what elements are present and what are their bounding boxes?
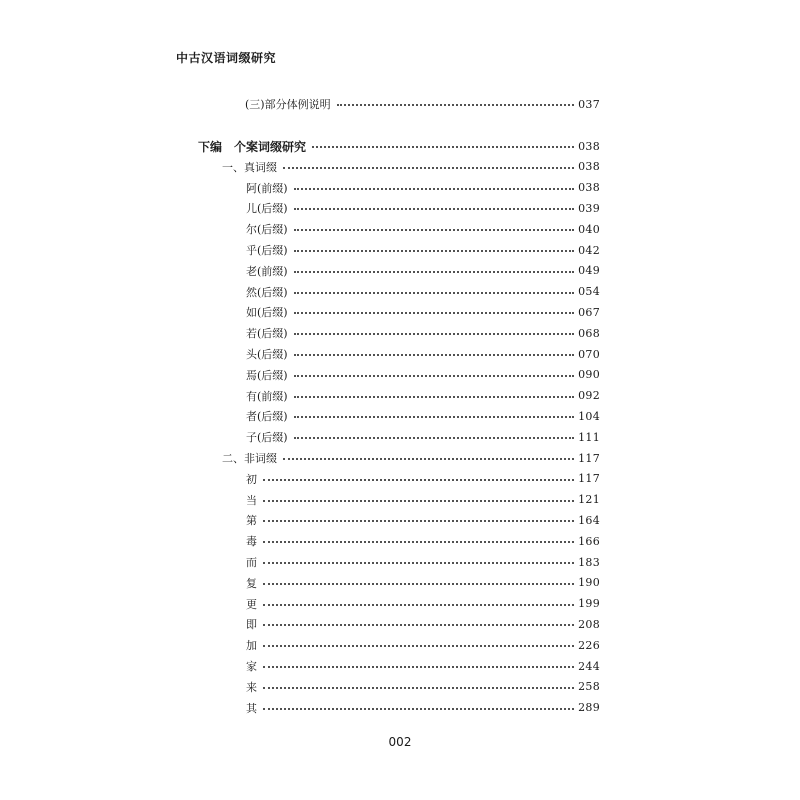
dot-leader: [337, 104, 575, 106]
toc-page-number: 166: [578, 534, 600, 548]
dot-leader: [294, 271, 575, 273]
toc-entry-label: 二、非词缀: [222, 452, 277, 465]
toc-row: [246, 469, 600, 489]
toc-page-number: 049: [578, 264, 600, 278]
toc-entry-label: 更: [246, 597, 257, 611]
toc-row: [246, 261, 600, 281]
toc-row: [246, 344, 600, 364]
dot-leader: [294, 333, 575, 335]
toc-page-number: 090: [578, 368, 600, 382]
toc-page-number: 199: [578, 597, 600, 611]
toc-entry-label: 阿(前缀): [246, 181, 288, 195]
toc-entry-label: 一、真词缀: [222, 160, 277, 174]
toc-row: [222, 448, 600, 468]
dot-leader: [312, 146, 574, 148]
dot-leader: [294, 416, 575, 418]
dot-leader: [263, 666, 574, 668]
toc-entry-label: 老(前缀): [246, 264, 288, 278]
toc-row: [246, 656, 600, 676]
toc-page-number: 038: [578, 160, 600, 174]
dot-leader: [294, 354, 575, 356]
dot-leader: [263, 500, 574, 502]
toc-page-number: 104: [578, 409, 600, 423]
dot-leader: [263, 687, 574, 689]
dot-leader: [294, 437, 575, 439]
toc-row: [246, 427, 600, 447]
toc-row: [246, 614, 600, 634]
toc-part-label: 下编: [198, 139, 223, 154]
toc-row: [222, 157, 600, 177]
dot-leader: [263, 604, 574, 606]
dot-leader: [263, 645, 574, 647]
toc-page-number: 040: [578, 222, 600, 236]
toc-page-number: 068: [578, 326, 600, 340]
toc-page-number: 038: [578, 139, 600, 153]
dot-leader: [283, 458, 574, 460]
toc-row: [246, 219, 600, 239]
toc-page-number: 054: [578, 285, 600, 299]
dot-leader: [294, 188, 575, 190]
toc-entry-label: 儿(后缀): [246, 202, 288, 216]
toc-entry-label: 来: [246, 680, 257, 694]
dot-leader: [294, 250, 575, 252]
toc-entry-label: 其: [246, 701, 257, 715]
toc-entry-label: 焉(后缀): [246, 368, 288, 382]
toc-entry-label: 乎(后缀): [246, 244, 288, 257]
toc-entry-label: 然(后缀): [246, 285, 288, 299]
toc-entry-label: (三)部分体例说明: [245, 98, 331, 111]
dot-leader: [263, 562, 574, 564]
toc-page-number: 208: [578, 617, 600, 631]
dot-leader: [263, 583, 574, 585]
toc-row: [246, 302, 600, 322]
toc-page-number: 070: [578, 347, 600, 361]
toc-row: [246, 386, 600, 406]
dot-leader: [294, 375, 575, 377]
toc-entry-label: 而: [246, 556, 257, 569]
dot-leader: [283, 167, 574, 169]
toc-page-number: 038: [578, 181, 600, 195]
dot-leader: [263, 541, 574, 543]
dot-leader: [263, 708, 574, 710]
toc-row: [246, 365, 600, 385]
toc-row: [246, 510, 600, 530]
toc-page-number: 190: [578, 576, 600, 590]
toc-row: [246, 677, 600, 697]
toc-page-number: 042: [578, 243, 600, 257]
toc-entry-label: 子(后缀): [246, 431, 288, 445]
toc-entry-label: 者(后缀): [246, 410, 288, 424]
toc-row: [198, 136, 600, 156]
page-number: 002: [388, 735, 412, 749]
toc-row: [246, 552, 600, 572]
running-head-title: 中古汉语词缀研究: [176, 51, 277, 65]
toc-page-number: 289: [578, 701, 600, 715]
toc-row: [246, 282, 600, 302]
toc-entry-label: 家: [246, 660, 257, 673]
toc-row: [246, 635, 600, 655]
toc-page-number: 117: [578, 451, 600, 465]
toc-page-number: 039: [578, 201, 600, 215]
toc-entry-label: 有(前缀): [246, 389, 288, 403]
toc-page-number: 121: [578, 493, 600, 507]
toc-row: [246, 490, 600, 510]
dot-leader: [294, 208, 575, 210]
toc-row: [245, 94, 600, 114]
toc-row: [246, 406, 600, 426]
toc-page-number: 244: [578, 659, 600, 673]
dot-leader: [294, 229, 575, 231]
toc-row: [246, 698, 600, 718]
toc-entry-label: 即: [246, 618, 257, 632]
toc-page-number: 183: [578, 555, 600, 569]
toc-row: [246, 573, 600, 593]
toc-page-number: 258: [578, 680, 600, 694]
toc-part-title: 个案词缀研究: [234, 139, 307, 154]
toc-page-number: 111: [578, 430, 600, 444]
dot-leader: [263, 624, 574, 626]
toc-page-number: 067: [578, 305, 600, 319]
toc-entry-label: 当: [246, 493, 257, 507]
dot-leader: [263, 520, 574, 522]
toc-entry-label: 如(后缀): [246, 306, 288, 320]
dot-leader: [294, 292, 575, 294]
dot-leader: [294, 312, 575, 314]
toc-row: [246, 198, 600, 218]
toc-entry-label: 若(后缀): [246, 327, 288, 341]
toc-page-number: 164: [578, 513, 600, 527]
toc-entry-label: 头(后缀): [246, 348, 288, 361]
toc-entry-label: 毒: [246, 535, 257, 549]
toc-row: [246, 531, 600, 551]
toc-entry-label: 第: [246, 514, 257, 528]
toc-entry-label: [198, 138, 306, 155]
dot-leader: [294, 396, 575, 398]
toc-row: [246, 594, 600, 614]
toc-page-number: 037: [578, 97, 600, 111]
toc-entry-label: 初: [246, 472, 257, 486]
toc-page-number: 117: [578, 472, 600, 486]
toc-entry-label: 复: [246, 576, 257, 590]
toc-page-number: 092: [578, 389, 600, 403]
toc-page-number: 226: [578, 638, 600, 652]
toc-entry-label: 加: [246, 639, 257, 653]
toc-row: [246, 323, 600, 343]
toc-row: [246, 178, 600, 198]
toc-row: [246, 240, 600, 260]
dot-leader: [263, 479, 574, 481]
toc-entry-label: 尔(后缀): [246, 223, 288, 237]
